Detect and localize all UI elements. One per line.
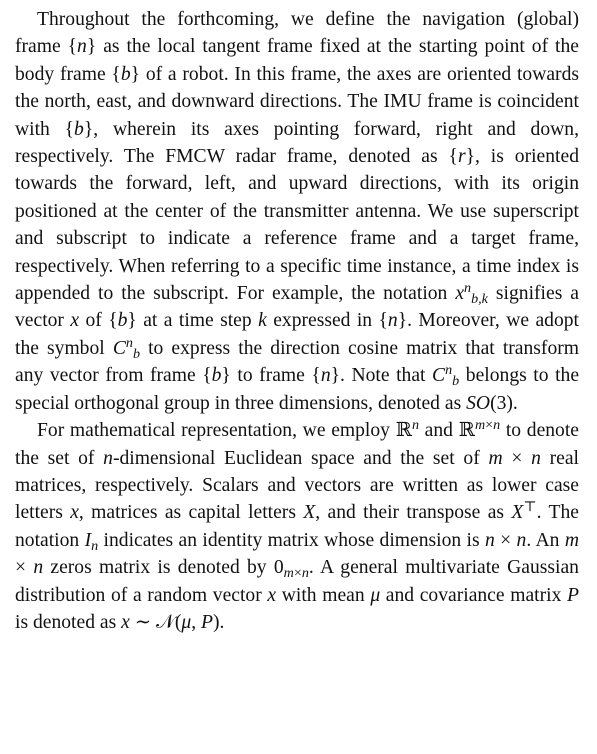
paragraph-frames-notation: Throughout the forthcoming, we define the navigation (global) frame {n} as the local tangent frame fixed at the starting point of the body frame {b} of a robot. In this frame, the axes are oriented towards the north, east, and downward directions. The IMU frame is coincident with {b}, wherein its axes pointing forward, right and down, respectively. The FMCW radar frame, denoted as {r}, is oriented towards the forward, left, and upward directions, with its origin positioned at the center of the transmitter antenna. We use superscript and subscript to indicate a reference frame and a target frame, respectively. When referring to a specific time instance, a time index is appended to the subscript. For example, the notation $x^n_{b,k}$ signifies a vector x of {b} at a time step k expressed in {n}. Moreover, we adopt the symbol $C^n_b$ to express the direction cosine matrix that transform any vector from frame {b} to frame {n}. Note that $C^n_b$ belongs to the special orthogonal group in three dimensions, denoted as SO(3). <box>15 9 580 414</box>
paragraph-math-notation: For mathematical representation, we employ ℝ$^n$ and ℝ$^{m\times n}$ to denote the set of n-dimensional Euclidean space and the set of m × n real matrices, respectively. Scalars and vectors are written as lower case letters x, matrices as capital letters X, and their transpose as X⊤. The notation $I_n$ indicates an identity matrix whose dimension is n × n. An m × n zeros matrix is denoted by $0_{m\times n}$. A general multivariate Gaussian distribution of a random vector x with mean μ and covariance matrix P is denoted as x ∼ 𝒩(μ, P). <box>15 417 579 633</box>
